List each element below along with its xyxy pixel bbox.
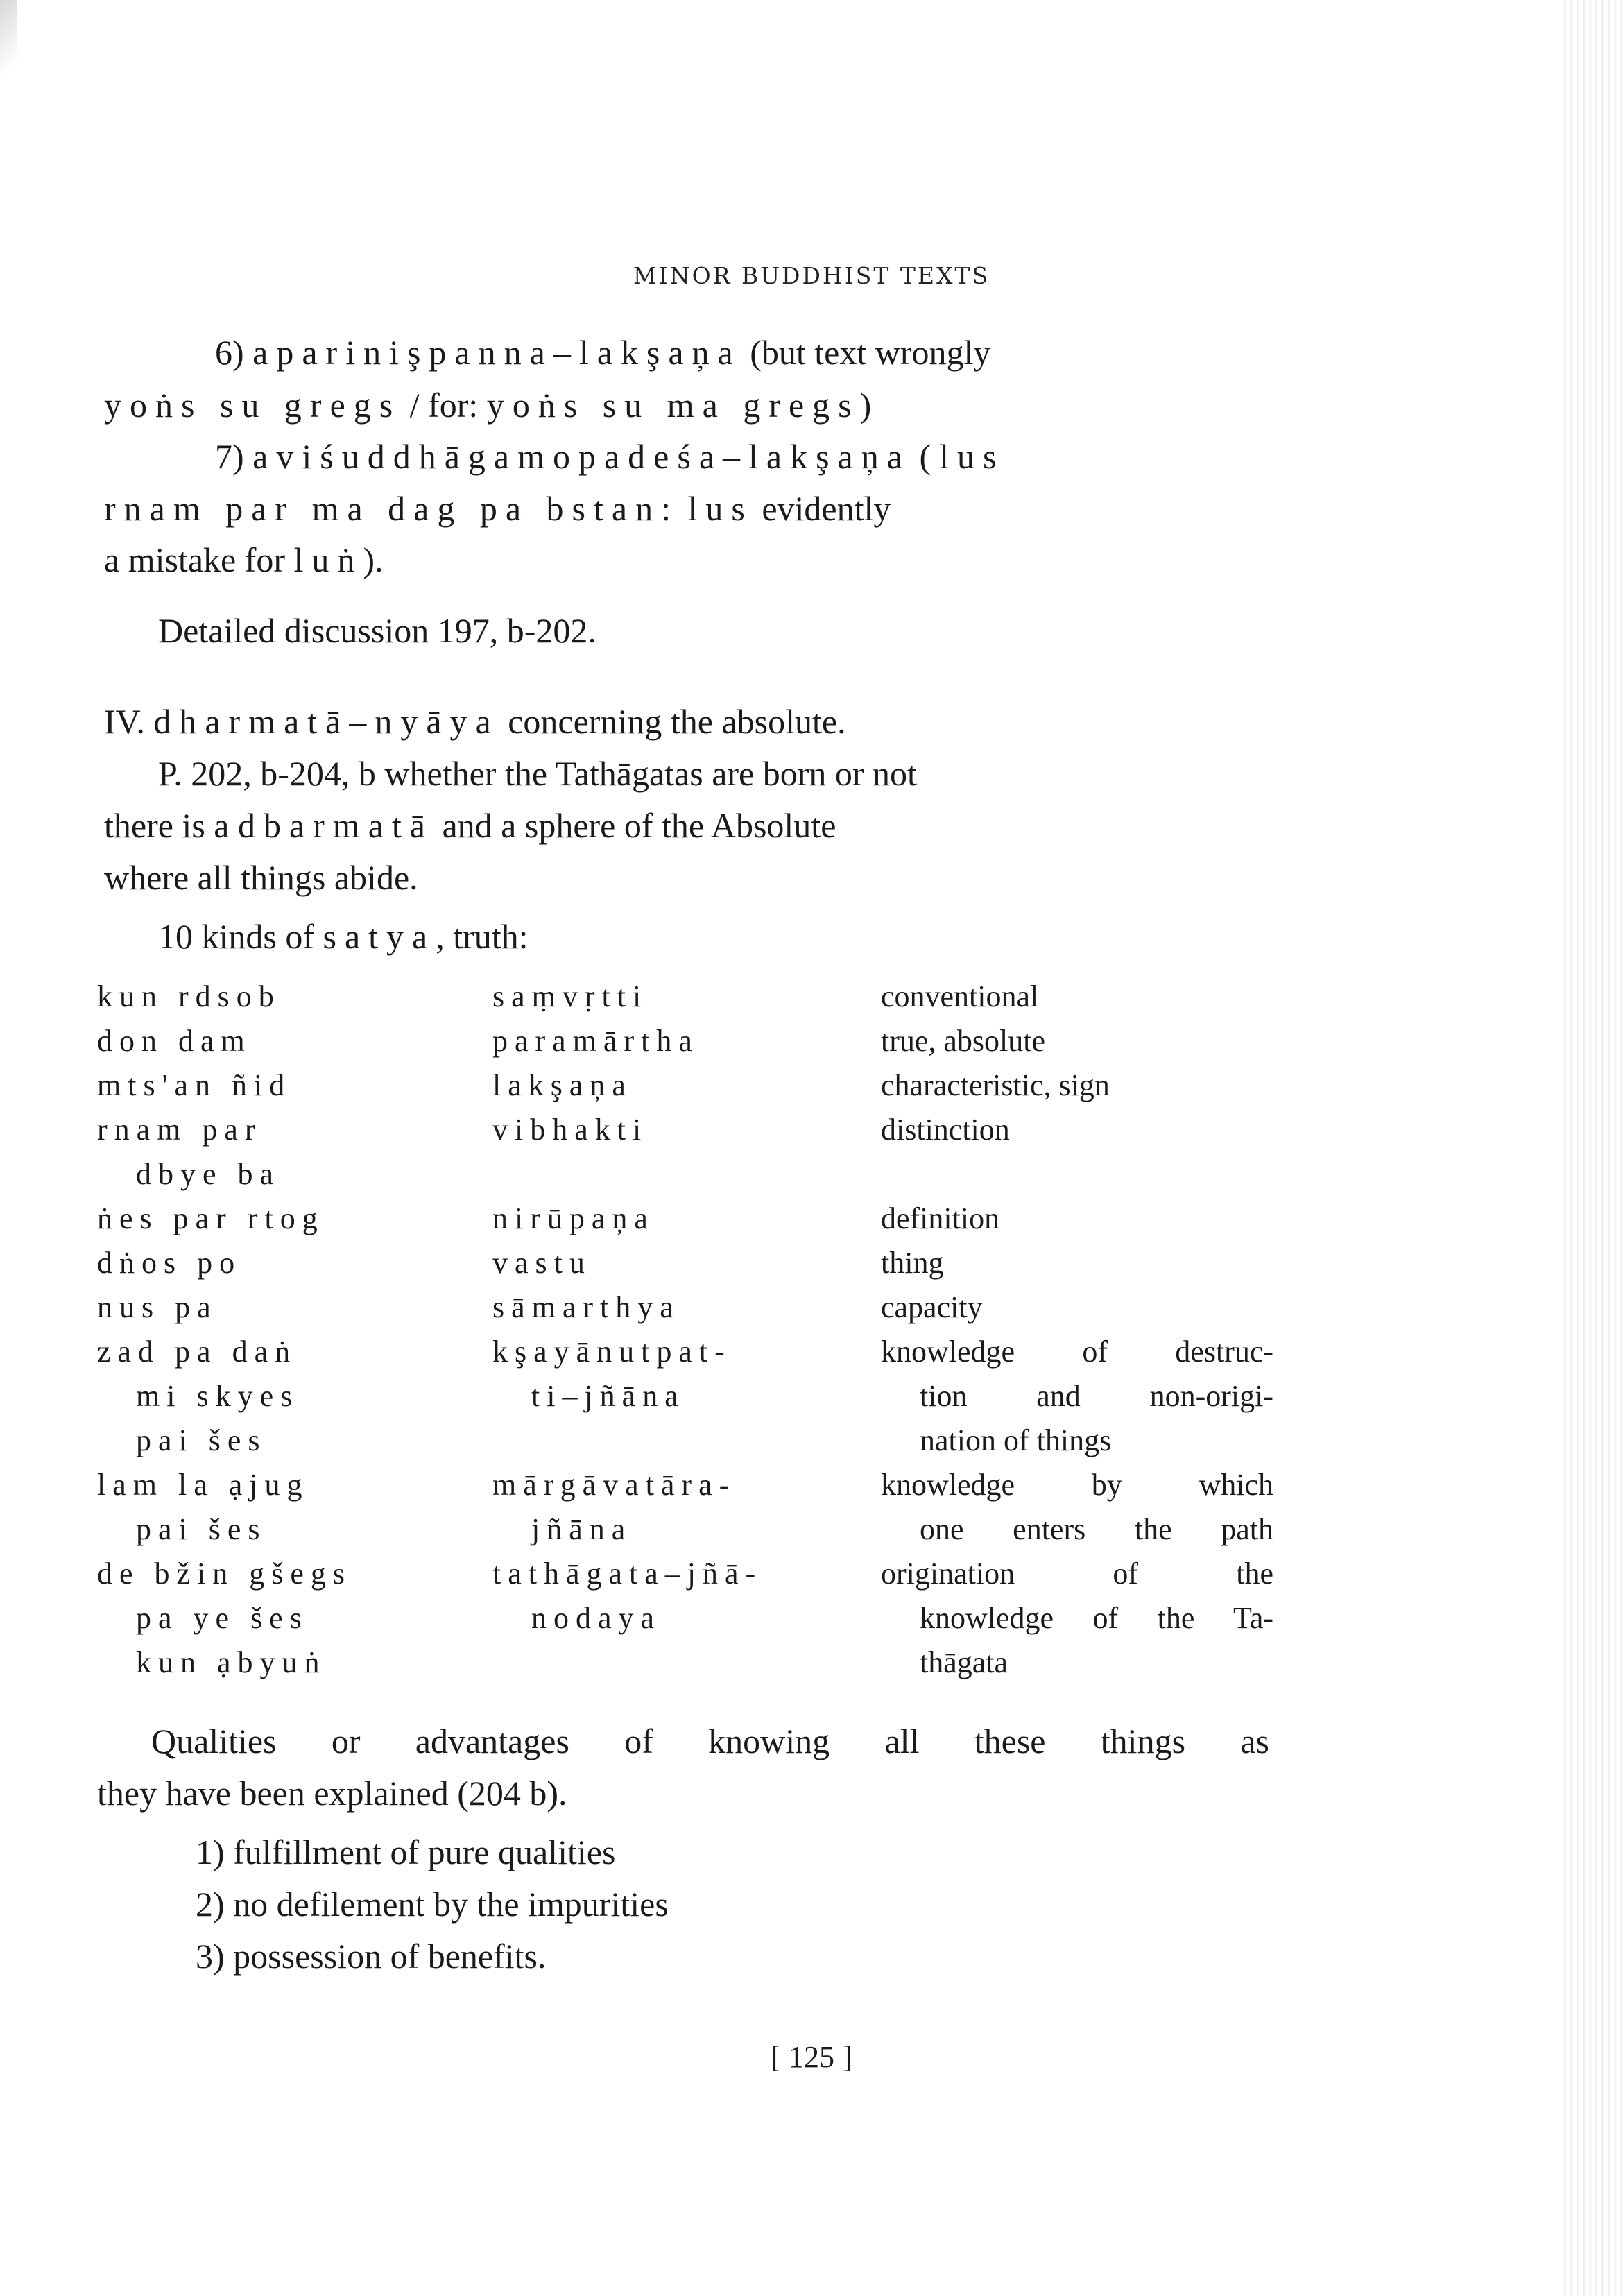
table-cell-sanskrit: vastu <box>492 1246 592 1280</box>
table-cell-sanskrit: lakşaņa <box>492 1068 633 1102</box>
running-head: MINOR BUDDHIST TEXTS <box>633 262 990 289</box>
item6-wrong: yoṅs su gregs <box>104 386 402 425</box>
table-cell-english: thing <box>881 1246 944 1280</box>
table-cell-sanskrit: sāmarthya <box>492 1290 680 1324</box>
page-number: [ 125 ] <box>771 2040 852 2074</box>
item6-line2 <box>104 384 879 426</box>
table-cell-tibetan: mi skyes <box>136 1379 300 1413</box>
item6-num: 6) <box>215 333 244 372</box>
table-cell-tibetan: ṅes par rtog <box>97 1201 325 1235</box>
table-cell-tibetan: kun rdsob <box>97 979 281 1013</box>
table-cell-sanskrit: nirūpaņa <box>492 1201 655 1235</box>
table-cell-english: definition <box>881 1201 1000 1235</box>
table-cell-sanskrit: kşayānutpat- <box>492 1335 732 1369</box>
item6-term: aparinişpanna–lakşaņa <box>252 333 741 372</box>
table-cell-english: knowledge by which <box>881 1468 1273 1502</box>
section4-line2-term: dbarmatā <box>237 806 433 845</box>
item6-right: yoṅs su ma gregs) <box>486 386 880 425</box>
section4-line2 <box>104 805 836 846</box>
kinds-line <box>158 916 529 957</box>
table-cell-english: thāgata <box>920 1645 1008 1679</box>
table-cell-english: characteristic, sign <box>881 1068 1110 1102</box>
table-cell-english: knowledge of destruc- <box>881 1335 1273 1369</box>
item7-mistake: a mistake for <box>104 540 286 579</box>
item6-slash: / for: <box>409 386 479 425</box>
table-cell-english: tion and non-origi- <box>920 1379 1273 1413</box>
section4-numeral: IV. <box>104 702 145 741</box>
item7-lun: luṅ <box>293 540 363 579</box>
table-cell-sanskrit: tathāgata–jñā- <box>492 1557 763 1591</box>
item6-note: (but text wrongly <box>750 333 991 372</box>
table-cell-tibetan: pai šes <box>136 1423 267 1457</box>
kinds-tail: , truth: <box>436 917 529 956</box>
table-cell-tibetan: nus pa <box>97 1290 218 1324</box>
table-cell-english: origination of the <box>881 1557 1273 1591</box>
section4-title: concerning the absolute. <box>508 702 846 741</box>
section4-heading <box>104 701 846 742</box>
table-cell-english: nation of things <box>920 1423 1112 1457</box>
section4-line1: P. 202, b-204, b whether the Tathāgatas are born or not <box>158 754 917 793</box>
qualities-item: 3) possession of benefits. <box>196 1937 547 1976</box>
table-cell-sanskrit: paramārtha <box>492 1024 699 1058</box>
detailed-discussion: Detailed discussion 197, b-202. <box>158 611 596 650</box>
table-cell-tibetan: mts'an ñid <box>97 1068 292 1102</box>
item7-term: aviśuddhāgamopadeśa–lakşaņa <box>252 437 911 476</box>
qualities-line2: they have been explained (204 b). <box>97 1774 567 1813</box>
table-cell-sanskrit: ti–jñāna <box>531 1379 685 1413</box>
item7-tib-open: (lus <box>919 437 1005 476</box>
kinds-lead: 10 kinds of <box>158 917 314 956</box>
item7-line3 <box>104 539 384 581</box>
section4-term: dharmatā–nyāya <box>153 702 499 741</box>
qualities-item: 1) fulfillment of pure qualities <box>196 1833 616 1871</box>
table-cell-sanskrit: saṃvṛtti <box>492 979 649 1013</box>
table-cell-sanskrit: mārgāvatāra- <box>492 1468 737 1502</box>
item7-num: 7) <box>215 437 244 476</box>
table-cell-tibetan: don dam <box>97 1024 252 1058</box>
table-cell-english: true, absolute <box>881 1024 1046 1058</box>
scan-edge-left <box>0 0 17 83</box>
table-cell-tibetan: dṅos po <box>97 1246 242 1280</box>
table-cell-tibetan: kun ạbyuṅ <box>136 1645 327 1679</box>
table-cell-tibetan: dbye ba <box>136 1157 281 1191</box>
section4-line2-b: and a sphere of the Absolute <box>442 806 836 845</box>
table-cell-sanskrit: nodaya <box>531 1601 662 1635</box>
item7-close: ). <box>363 540 384 579</box>
table-cell-sanskrit: vibhakti <box>492 1113 649 1147</box>
item7-lus: lus <box>687 489 753 528</box>
scan-edge-right <box>1561 0 1623 2296</box>
table-cell-tibetan: pai šes <box>136 1512 267 1546</box>
qualities-item: 2) no defilement by the impurities <box>196 1885 669 1924</box>
section4-line2-a: there is a <box>104 806 230 845</box>
table-cell-tibetan: lam la ạjug <box>97 1468 309 1502</box>
item7-line1 <box>215 436 1004 477</box>
qualities-line1: Qualities or advantages of knowing all these things as <box>151 1722 1269 1760</box>
truth-table <box>97 975 1276 1703</box>
table-cell-tibetan: de bžin gšegs <box>97 1557 352 1591</box>
table-cell-tibetan: pa ye šes <box>136 1601 309 1635</box>
table-cell-english: conventional <box>881 979 1039 1013</box>
section4-line3: where all things abide. <box>104 858 418 897</box>
item6-line1 <box>215 332 990 373</box>
table-cell-english: one enters the path <box>920 1512 1273 1546</box>
table-cell-english: knowledge of the Ta- <box>920 1601 1273 1635</box>
table-cell-sanskrit: jñāna <box>531 1512 633 1546</box>
table-cell-english: distinction <box>881 1113 1010 1147</box>
item7-evidently: evidently <box>762 489 891 528</box>
item7-line2 <box>104 488 891 529</box>
table-cell-tibetan: zad pa daṅ <box>97 1335 298 1369</box>
table-cell-english: capacity <box>881 1290 983 1324</box>
table-cell-tibetan: rnam par <box>97 1113 262 1147</box>
kinds-term: satya <box>323 917 436 956</box>
item7-tib2: rnam par ma dag pa bstan: <box>104 489 679 528</box>
